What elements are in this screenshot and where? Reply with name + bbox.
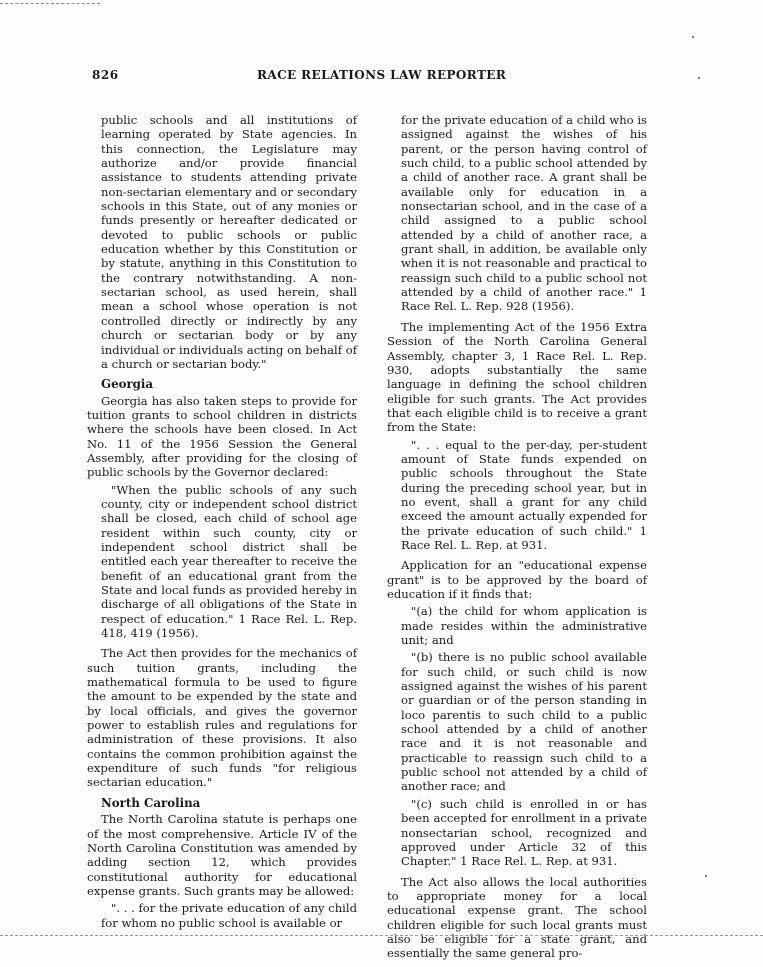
scan-speck bbox=[692, 36, 694, 38]
quote-item-c: "(c) such child is enrolled in or has been accepted for enrollment in a private nonsectarian school, recognized and approved under Article 32 of this Chapter." 1 Race Rel. L. Rep. at 931. bbox=[401, 796, 647, 869]
paragraph-local-grants: The Act also allows the local authorities to appropriate money for a local educational expense grant. The school children eligible for such local grants must also be eligible for a state grant, and essentially the same general pro- bbox=[387, 874, 647, 961]
block-quote-grant-amount: ". . . equal to the per-day, per-student amount of State funds expended on public schools throughout the State during the preceding school year, but in no event, shall a grant for any child exceed the amount actually expended for the private education of such child." 1 Race Rel. L. Rep. at 931. bbox=[401, 437, 647, 552]
paragraph-act-mechanics: The Act then provides for the mechanics of such tuition grants, including the mathematical formula to be used to figure the amount to be expended by the state and by local officials, and gives the governor power to establish rules and regulations for administration of these provisions. It also contains the common prohibition against the expenditure of such funds "for religious sectarian education." bbox=[87, 646, 357, 790]
paragraph-application: Application for an "educational expense grant" is to be approved by the board of education if it finds that: bbox=[387, 558, 647, 601]
scan-speck bbox=[698, 77, 700, 79]
paragraph-georgia: Georgia has also taken steps to provide for tuition grants to school children in districts where the schools have been closed. In Act No. 11 of the 1956 Session the General Assembly, after providing for the closing of public schools by the Governor declared: bbox=[87, 393, 357, 480]
block-quote-georgia: "When the public schools of any such county, city or independent school district shall be closed, each child of school age resident within such county, city or independent school district shall be entitled each year thereafter to receive the benefit of an educational grant from the State and local funds as provided hereby in discharge of all obligations of the State in respect of education." 1 Race Rel. L. Rep. 418, 419 (1956). bbox=[101, 482, 357, 641]
paragraph-implementing-act: The implementing Act of the 1956 Extra Session of the North Carolina General Assembly, chapter 3, 1 Race Rel. L. Rep. 930, adopts substantially the same language in defining the school children eligible for such grants. The Act provides that each eligible child is to receive a grant from the State: bbox=[387, 319, 647, 435]
scan-speck bbox=[705, 875, 707, 877]
paragraph-north-carolina: The North Carolina statute is perhaps one of the most comprehensive. Article IV of the North Carolina Constitution was amended by adding section 12, which provides constitutional authority for educational expense grants. Such grants may be allowed: bbox=[87, 812, 357, 898]
running-head: RACE RELATIONS LAW REPORTER bbox=[257, 68, 507, 82]
bottom-edge-rule bbox=[0, 935, 763, 936]
right-column bbox=[387, 113, 647, 967]
top-edge-rule bbox=[0, 3, 100, 4]
left-column bbox=[87, 113, 357, 936]
page-header bbox=[92, 68, 662, 90]
section-heading-north-carolina: North Carolina bbox=[101, 795, 201, 810]
quote-item-b: "(b) there is no public school available for such child, or such child is now assigned against the wishes of his parent or guardian or of the person standing in loco parentis to such child to a public school attended by a child of another race and it is not reasonable and practicable to reassign such child to a public school not attended by a child of another race; and bbox=[401, 650, 647, 794]
quote-item-a: "(a) the child for whom application is made resides within the administrative unit; and bbox=[401, 604, 647, 648]
block-quote-nc-continued: for the private education of a child who is assigned against the wishes of his parent, or the person having control of such child, to a public school attended by a child of another race. A grant shall be available only for education in a nonsectarian school, and in the case of a child assigned to a public school attended by a child of another race, a grant shall, in addition, be available only when it is not reasonable and practical to reassign such child to a public school not attended by a child of another race." 1 Race Rel. L. Rep. 928 (1956). bbox=[401, 113, 647, 314]
block-quote-nc-start: ". . . for the private education of any child for whom no public school is available or bbox=[101, 901, 357, 930]
section-heading-georgia: Georgia bbox=[101, 377, 154, 392]
paragraph-quote-continued: public schools and all institutions of learning operated by State agencies. In this connection, the Legislature may authorize and/or provide financial assistance to students attending private non-sectarian elementary and or secondary schools in this State, out of any monies or funds presently or hereafter dedicated or devoted to public schools or public education whether by this Constitution or by statute, anything in this Constitution to the contrary notwithstanding. A non-sectarian school, as used herein, shall mean a school whose operation is not controlled directly or indirectly by any church or sectarian body or by any individual or individuals acting on behalf of a church or sectarian body." bbox=[101, 113, 357, 371]
page-number: 826 bbox=[92, 68, 119, 82]
